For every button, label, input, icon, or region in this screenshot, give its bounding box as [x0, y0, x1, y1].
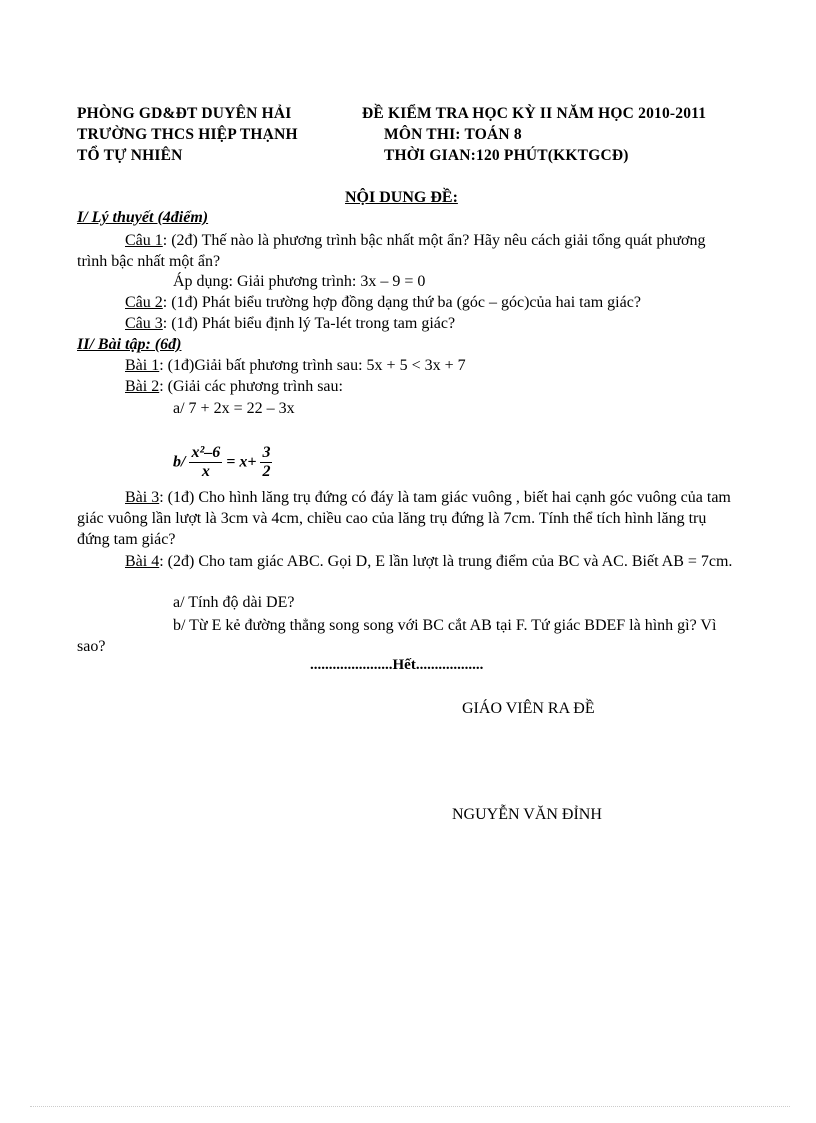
fraction-right-numerator: 3 [262, 444, 271, 461]
signature-role: GIÁO VIÊN RA ĐỀ [462, 700, 595, 717]
exercise-4-text: : (2đ) Cho tam giác ABC. Gọi D, E lần lượt là trung điểm của BC và AC. Biết AB = 7cm. [159, 553, 733, 570]
question-3-text: : (1đ) Phát biểu định lý Ta-lét trong tam giác? [162, 315, 456, 332]
question-2-text: : (1đ) Phát biểu trường hợp đồng dạng thứ ba (góc – góc)của hai tam giác? [162, 294, 641, 311]
question-3 [125, 315, 455, 333]
question-1-apply: Áp dụng: Giải phương trình: 3x – 9 = 0 [173, 273, 426, 290]
exercise-1-label: Bài 1 [125, 357, 160, 374]
exercise-4-label: Bài 4 [125, 553, 160, 570]
question-1 [77, 230, 737, 272]
exercise-3-text: : (1đ) Cho hình lăng trụ đứng có đáy là tam giác vuông , biết hai cạnh góc vuông của tam giác vuông lần lượt là 3cm và 4cm, chiều cao của lăng trụ đứng là 7cm. Tính thể tích hình lăng trụ đứng tam giác? [77, 489, 731, 548]
end-marker: ......................Hết.................. [310, 657, 484, 673]
question-1-label: Câu 1 [125, 232, 163, 249]
question-2-label: Câu 2 [125, 294, 163, 311]
exercise-2b-middle: = x+ [226, 453, 257, 471]
signature-name: NGUYỄN VĂN ĐỈNH [452, 806, 602, 823]
school-name: TRƯỜNG THCS HIỆP THẠNH [77, 126, 298, 143]
exercise-3-label: Bài 3 [125, 489, 160, 506]
group-name: TỔ TỰ NHIÊN [77, 147, 183, 164]
fraction-left-numerator: x²–6 [191, 444, 221, 461]
exercise-2a: a/ 7 + 2x = 22 – 3x [173, 400, 295, 417]
question-2 [125, 294, 641, 312]
exercise-4b: b/ Từ E kẻ đường thẳng song song với BC cắt AB tại F. Tứ giác BDEF là hình gì? Vì sao? [77, 617, 717, 655]
fraction-right-denominator: 2 [262, 463, 271, 480]
exam-title: ĐỀ KIỂM TRA HỌC KỲ II NĂM HỌC 2010-2011 [362, 105, 707, 122]
exam-duration: THỜI GIAN:120 PHÚT(KKTGCĐ) [384, 147, 629, 164]
exercise-3 [77, 487, 737, 550]
dept-name: PHÒNG GD&ĐT DUYÊN HẢI [77, 105, 292, 122]
exercise-4 [77, 551, 737, 572]
exam-subject: MÔN THI: TOÁN 8 [384, 126, 522, 143]
exercise-2b-equation [173, 444, 272, 481]
content-title: NỘI DUNG ĐỀ: [345, 189, 458, 206]
exercise-1 [125, 357, 466, 375]
exercise-4a: a/ Tính độ dài DE? [173, 594, 295, 611]
question-3-label: Câu 3 [125, 315, 163, 332]
exercise-2-label: Bài 2 [125, 378, 160, 395]
fraction-left [189, 444, 222, 481]
fraction-left-denominator: x [201, 463, 210, 480]
section1-title: I/ Lý thuyết (4điểm) [77, 209, 209, 226]
fraction-right [260, 444, 272, 481]
exercise-2b-prefix: b/ [173, 453, 186, 471]
question-1-text: : (2đ) Thế nào là phương trình bậc nhất một ẩn? Hãy nêu cách giải tổng quát phương trình bậc nhất một ẩn? [77, 232, 706, 270]
page-bottom-divider [30, 1106, 790, 1107]
section2-title: II/ Bài tập: (6đ) [77, 336, 182, 353]
exercise-1-text: : (1đ)Giải bất phương trình sau: 5x + 5 < 3x + 7 [159, 357, 466, 374]
exercise-2 [125, 378, 343, 396]
exercise-2-text: : (Giải các phương trình sau: [159, 378, 343, 395]
